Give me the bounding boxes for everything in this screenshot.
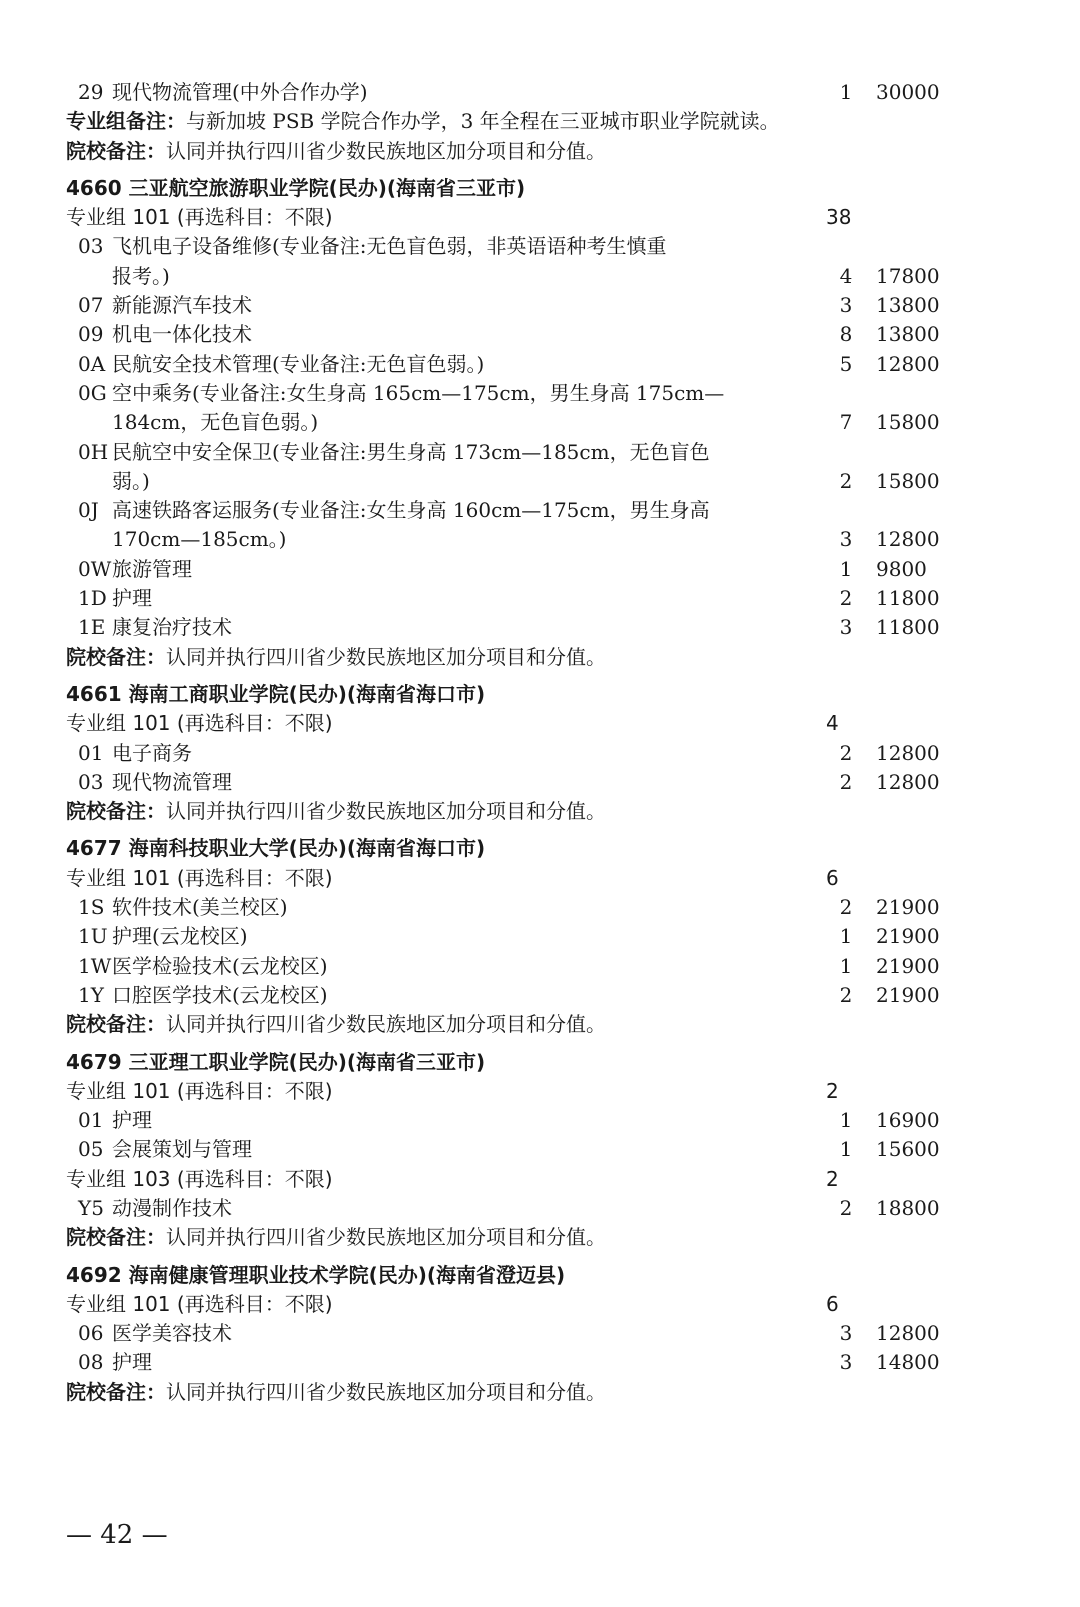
- major-name: 医学美容技术: [112, 1321, 232, 1346]
- plan-count: 3: [839, 1321, 853, 1346]
- page-number: — 42 —: [66, 1520, 168, 1550]
- note-label: 院校备注：认同并执行四川省少数民族地区加分项目和分值。: [66, 1379, 606, 1404]
- tuition-fee: 15600: [876, 1137, 940, 1162]
- major-code: 1U: [78, 924, 108, 949]
- document-body: [0, 78, 1080, 1407]
- tuition-fee: 13800: [876, 293, 940, 318]
- institution-name: 4660 三亚航空旅游职业学院(民办)(海南省三亚市): [66, 175, 526, 200]
- major-code: 1Y: [78, 982, 104, 1007]
- plan-count: 5: [839, 351, 853, 376]
- major-name: 新能源汽车技术: [112, 293, 252, 318]
- major-name: 护理: [112, 586, 152, 611]
- major-name-continued: 184cm，无色盲色弱。): [112, 410, 319, 435]
- group-plan-count: 2: [826, 1078, 839, 1103]
- major-name: 飞机电子设备维修(专业备注:无色盲色弱，非英语语种考生慎重: [112, 234, 667, 259]
- major-name: 现代物流管理: [112, 769, 232, 794]
- major-row: [0, 922, 1080, 951]
- school-note: [0, 1378, 1080, 1407]
- major-name: 机电一体化技术: [112, 322, 252, 347]
- note-label: 院校备注：认同并执行四川省少数民族地区加分项目和分值。: [66, 644, 606, 669]
- tuition-fee: 30000: [876, 80, 940, 104]
- major-row: [0, 438, 1080, 467]
- major-code: 08: [78, 1350, 104, 1375]
- major-name: 旅游管理: [112, 556, 192, 581]
- group-label: 专业组 103 (再选科目：不限): [66, 1166, 333, 1191]
- major-name: 口腔医学技术(云龙校区): [112, 982, 328, 1007]
- major-name: 软件技术(美兰校区): [112, 895, 288, 920]
- group-plan-count: 6: [826, 1291, 839, 1316]
- plan-count: 1: [839, 924, 853, 949]
- major-row: [0, 739, 1080, 768]
- major-name: 动漫制作技术: [112, 1195, 232, 1220]
- major-name-continued: 弱。): [112, 468, 150, 493]
- major-name: 民航空中安全保卫(专业备注:男生身高 173cm—185cm，无色盲色: [112, 439, 710, 464]
- major-row-continued: [0, 467, 1080, 496]
- institution-name: 4692 海南健康管理职业技术学院(民办)(海南省澄迈县): [66, 1262, 566, 1287]
- major-name: 护理(云龙校区): [112, 924, 248, 949]
- note-label: 院校备注：认同并执行四川省少数民族地区加分项目和分值。: [66, 799, 606, 824]
- major-code: 1W: [78, 953, 112, 978]
- group-plan-count: 4: [826, 711, 839, 736]
- major-name: 民航安全技术管理(专业备注:无色盲色弱。): [112, 351, 485, 376]
- major-code: 01: [78, 740, 104, 765]
- major-code: Y5: [78, 1195, 104, 1220]
- tuition-fee: 13800: [876, 322, 940, 347]
- plan-count: 2: [839, 982, 853, 1007]
- plan-count: 2: [839, 586, 853, 611]
- major-row: [0, 1106, 1080, 1135]
- institution-name: 4679 三亚理工职业学院(民办)(海南省三亚市): [66, 1049, 486, 1074]
- major-name: 电子商务: [112, 740, 192, 765]
- group-plan-count: 38: [826, 205, 852, 230]
- institution-name: 4661 海南工商职业学院(民办)(海南省海口市): [66, 681, 486, 706]
- plan-count: 2: [839, 740, 853, 765]
- tuition-fee: 18800: [876, 1195, 940, 1220]
- major-name: 康复治疗技术: [112, 615, 232, 640]
- school-note: [0, 797, 1080, 826]
- tuition-fee: 11800: [876, 586, 940, 611]
- school-note: [0, 643, 1080, 672]
- major-row: [0, 893, 1080, 922]
- major-row: [0, 496, 1080, 525]
- major-code: 1S: [78, 895, 105, 920]
- note-label: 院校备注：认同并执行四川省少数民族地区加分项目和分值。: [66, 1225, 606, 1250]
- group-label: 专业组 101 (再选科目：不限): [66, 205, 333, 230]
- tuition-fee: 11800: [876, 615, 940, 640]
- major-group-header: [0, 1165, 1080, 1194]
- plan-count: 2: [839, 895, 853, 920]
- plan-count: 4: [839, 263, 853, 288]
- tuition-fee: 15800: [876, 468, 940, 493]
- plan-count: 2: [839, 1195, 853, 1220]
- plan-count: 3: [839, 527, 853, 552]
- major-row: [0, 350, 1080, 379]
- note-text: 认同并执行四川省少数民族地区加分项目和分值。: [166, 138, 606, 163]
- institution-header: [0, 1048, 1080, 1077]
- major-name: 高速铁路客运服务(专业备注:女生身高 160cm—175cm，男生身高: [112, 498, 710, 523]
- note-text: 认同并执行四川省少数民族地区加分项目和分值。: [166, 644, 606, 669]
- major-row: [0, 952, 1080, 981]
- major-row-continued: [0, 525, 1080, 554]
- major-row: [0, 584, 1080, 613]
- note-text: 认同并执行四川省少数民族地区加分项目和分值。: [166, 1225, 606, 1250]
- major-row-continued: [0, 262, 1080, 291]
- major-code: 06: [78, 1321, 104, 1346]
- major-code: 03: [78, 234, 104, 259]
- major-code: 0A: [78, 351, 106, 376]
- institution-header: [0, 834, 1080, 863]
- major-row: [0, 78, 1080, 107]
- school-note: [0, 137, 1080, 166]
- plan-count: 2: [839, 468, 853, 493]
- major-group-header: [0, 709, 1080, 738]
- major-row: [0, 291, 1080, 320]
- institution-name: 4677 海南科技职业大学(民办)(海南省海口市): [66, 836, 486, 861]
- major-row: [0, 232, 1080, 261]
- major-row: [0, 555, 1080, 584]
- tuition-fee: 12800: [876, 740, 940, 765]
- plan-count: 7: [839, 410, 853, 435]
- institution-header: [0, 174, 1080, 203]
- major-name: 会展策划与管理: [112, 1137, 252, 1162]
- plan-count: 3: [839, 1350, 853, 1375]
- major-row: [0, 320, 1080, 349]
- tuition-fee: 12800: [876, 351, 940, 376]
- plan-count: 8: [839, 322, 853, 347]
- major-name: 护理: [112, 1350, 152, 1375]
- plan-count: 3: [839, 615, 853, 640]
- group-label: 专业组 101 (再选科目：不限): [66, 1078, 333, 1103]
- plan-count: 3: [839, 293, 853, 318]
- note-text: 认同并执行四川省少数民族地区加分项目和分值。: [166, 1012, 606, 1037]
- major-code: 29: [78, 80, 104, 104]
- major-row: [0, 1135, 1080, 1164]
- tuition-fee: 16900: [876, 1108, 940, 1133]
- note-label: 院校备注：认同并执行四川省少数民族地区加分项目和分值。: [66, 1012, 606, 1037]
- tuition-fee: 9800: [876, 556, 927, 581]
- tuition-fee: 12800: [876, 769, 940, 794]
- plan-count: 1: [839, 80, 853, 104]
- major-code: 01: [78, 1108, 104, 1133]
- major-name-continued: 报考。): [112, 263, 170, 288]
- note-text: 认同并执行四川省少数民族地区加分项目和分值。: [166, 799, 606, 824]
- tuition-fee: 21900: [876, 982, 940, 1007]
- major-row: [0, 768, 1080, 797]
- school-note: [0, 1223, 1080, 1252]
- tuition-fee: 17800: [876, 263, 940, 288]
- major-group-header: [0, 864, 1080, 893]
- group-plan-count: 2: [826, 1166, 839, 1191]
- major-row: [0, 1319, 1080, 1348]
- tuition-fee: 12800: [876, 1321, 940, 1346]
- tuition-fee: 21900: [876, 953, 940, 978]
- note-text: 认同并执行四川省少数民族地区加分项目和分值。: [166, 1379, 606, 1404]
- major-row: [0, 981, 1080, 1010]
- plan-count: 1: [839, 556, 853, 581]
- major-group-header: [0, 1077, 1080, 1106]
- major-name: 空中乘务(专业备注:女生身高 165cm—175cm，男生身高 175cm—: [112, 380, 725, 405]
- major-group-header: [0, 1290, 1080, 1319]
- tuition-fee: 21900: [876, 895, 940, 920]
- tuition-fee: 15800: [876, 410, 940, 435]
- major-name: 医学检验技术(云龙校区): [112, 953, 328, 978]
- note-label: 院校备注：认同并执行四川省少数民族地区加分项目和分值。: [66, 138, 606, 163]
- major-code: 07: [78, 293, 104, 318]
- major-name: 护理: [112, 1108, 152, 1133]
- group-note: [0, 107, 1080, 136]
- major-code: 05: [78, 1137, 104, 1162]
- major-code: 09: [78, 322, 104, 347]
- major-group-header: [0, 203, 1080, 232]
- plan-count: 1: [839, 1137, 853, 1162]
- group-label: 专业组 101 (再选科目：不限): [66, 1291, 333, 1316]
- major-row: [0, 1348, 1080, 1377]
- institution-header: [0, 680, 1080, 709]
- group-plan-count: 6: [826, 865, 839, 890]
- plan-count: 1: [839, 953, 853, 978]
- institution-header: [0, 1261, 1080, 1290]
- group-label: 专业组 101 (再选科目：不限): [66, 865, 333, 890]
- note-text: 与新加坡 PSB 学院合作办学，3 年全程在三亚城市职业学院就读。: [186, 109, 780, 134]
- major-code: 0G: [78, 380, 107, 405]
- tuition-fee: 21900: [876, 924, 940, 949]
- major-code: 1D: [78, 586, 107, 611]
- major-row: [0, 613, 1080, 642]
- note-label: 专业组备注：与新加坡 PSB 学院合作办学，3 年全程在三亚城市职业学院就读。: [66, 109, 780, 134]
- major-code: 03: [78, 769, 104, 794]
- major-code: 0J: [78, 498, 99, 523]
- school-note: [0, 1010, 1080, 1039]
- major-code: 0W: [78, 556, 112, 581]
- major-row-continued: [0, 408, 1080, 437]
- plan-count: 2: [839, 769, 853, 794]
- major-row: [0, 1194, 1080, 1223]
- major-name-continued: 170cm—185cm。): [112, 527, 287, 552]
- major-code: 1E: [78, 615, 106, 640]
- major-code: 0H: [78, 439, 109, 464]
- tuition-fee: 14800: [876, 1350, 940, 1375]
- tuition-fee: 12800: [876, 527, 940, 552]
- major-row: [0, 379, 1080, 408]
- plan-count: 1: [839, 1108, 853, 1133]
- group-label: 专业组 101 (再选科目：不限): [66, 711, 333, 736]
- major-name: 现代物流管理(中外合作办学): [112, 80, 368, 104]
